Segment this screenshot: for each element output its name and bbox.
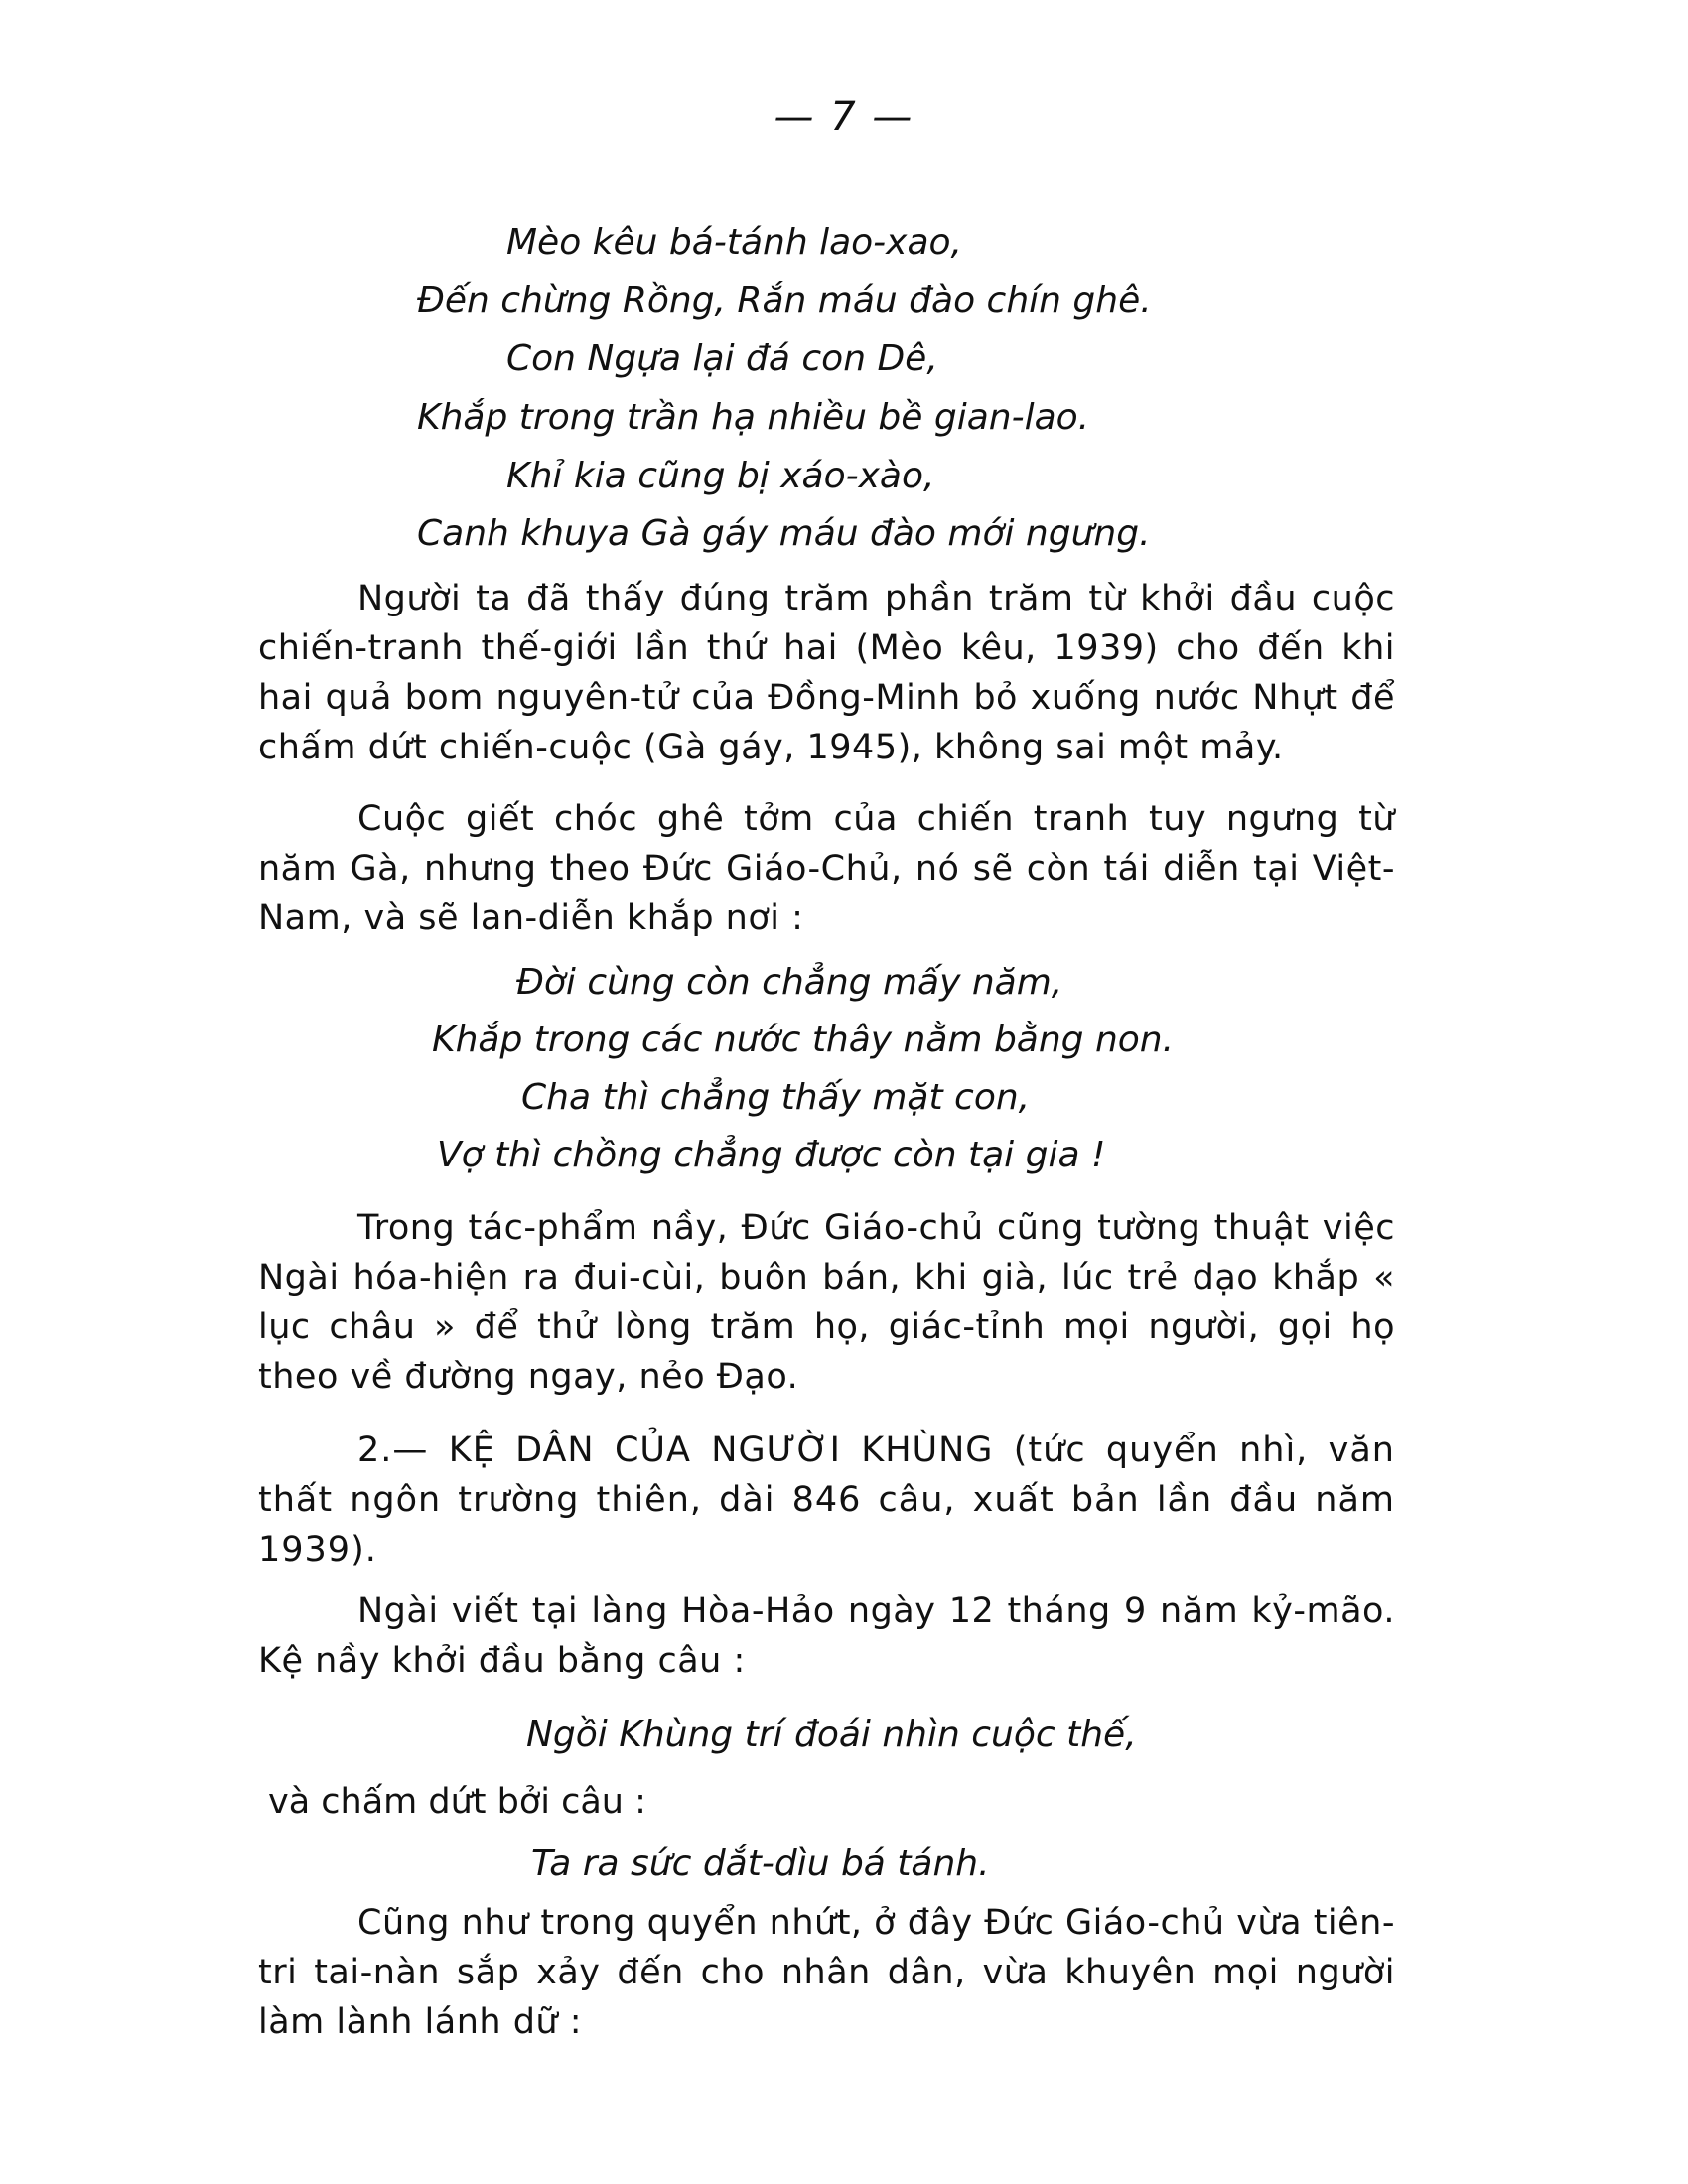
verse-line: Đời cùng còn chẳng mấy năm, xyxy=(516,962,1063,1003)
paragraph-5: Ngài viết tại làng Hòa-Hảo ngày 12 tháng 9 năm kỷ-mão. Kệ nầy khởi đầu bằng câu : xyxy=(258,1591,1395,1681)
paragraph-4: 2.— KỆ DÂN CỦA NGƯỜI KHÙNG (tức quyển nhì, văn thất ngôn trường thiên, dài 846 câu, xuất bản lần đầu năm 1939). xyxy=(258,1431,1395,1570)
verse-line: Khắp trong các nước thây nằm bằng non. xyxy=(432,1020,1175,1060)
continuation-line: và chấm dứt bởi câu : xyxy=(268,1782,646,1822)
verse-line: Con Ngựa lại đá con Dê, xyxy=(506,339,938,379)
verse-line: Canh khuya Gà gáy máu đào mới ngưng. xyxy=(417,513,1151,554)
paragraph-1: Người ta đã thấy đúng trăm phần trăm từ khởi đầu cuộc chiến-tranh thế-giới lần thứ hai (Mèo kêu, 1939) cho đến khi hai quả bom nguyên-tử của Đồng-Minh bỏ xuống nước Nhựt để chấm dứt chiến-cuộc (Gà gáy, 1945), không sai một mảy. xyxy=(258,579,1395,767)
paragraph-2: Cuộc giết chóc ghê tởm của chiến tranh tuy ngưng từ năm Gà, nhưng theo Đức Giáo-Chủ, nó sẽ còn tái diễn tại Việt-Nam, và sẽ lan-diễn khắp nơi : xyxy=(258,799,1395,938)
page-number: — 7 — xyxy=(774,94,914,140)
verse-line-3: Ngồi Khùng trí đoái nhìn cuộc thế, xyxy=(526,1714,1137,1755)
verse-line: Vợ thì chồng chẳng được còn tại gia ! xyxy=(437,1135,1106,1175)
verse-line: Đến chừng Rồng, Rắn máu đào chín ghê. xyxy=(417,280,1152,321)
paragraph-6: Cũng như trong quyển nhứt, ở đây Đức Giáo-chủ vừa tiên-tri tai-nàn sắp xảy đến cho nhân dân, vừa khuyên mọi người làm lành lánh dữ : xyxy=(258,1903,1395,2042)
verse-line: Cha thì chẳng thấy mặt con, xyxy=(521,1077,1031,1118)
verse-line: Mèo kêu bá-tánh lao-xao, xyxy=(506,222,962,263)
verse-line: Khỉ kia cũng bị xáo-xào, xyxy=(506,456,935,496)
paragraph-3: Trong tác-phẩm nầy, Đức Giáo-chủ cũng tường thuật việc Ngài hóa-hiện ra đui-cùi, buôn bán, khi già, lúc trẻ dạo khắp « lục châu » để thử lòng trăm họ, giác-tỉnh mọi người, gọi họ theo về đường ngay, nẻo Đạo. xyxy=(258,1208,1395,1397)
verse-line: Khắp trong trần hạ nhiều bề gian-lao. xyxy=(417,397,1090,438)
verse-line-4: Ta ra sức dắt-dìu bá tánh. xyxy=(531,1843,990,1884)
